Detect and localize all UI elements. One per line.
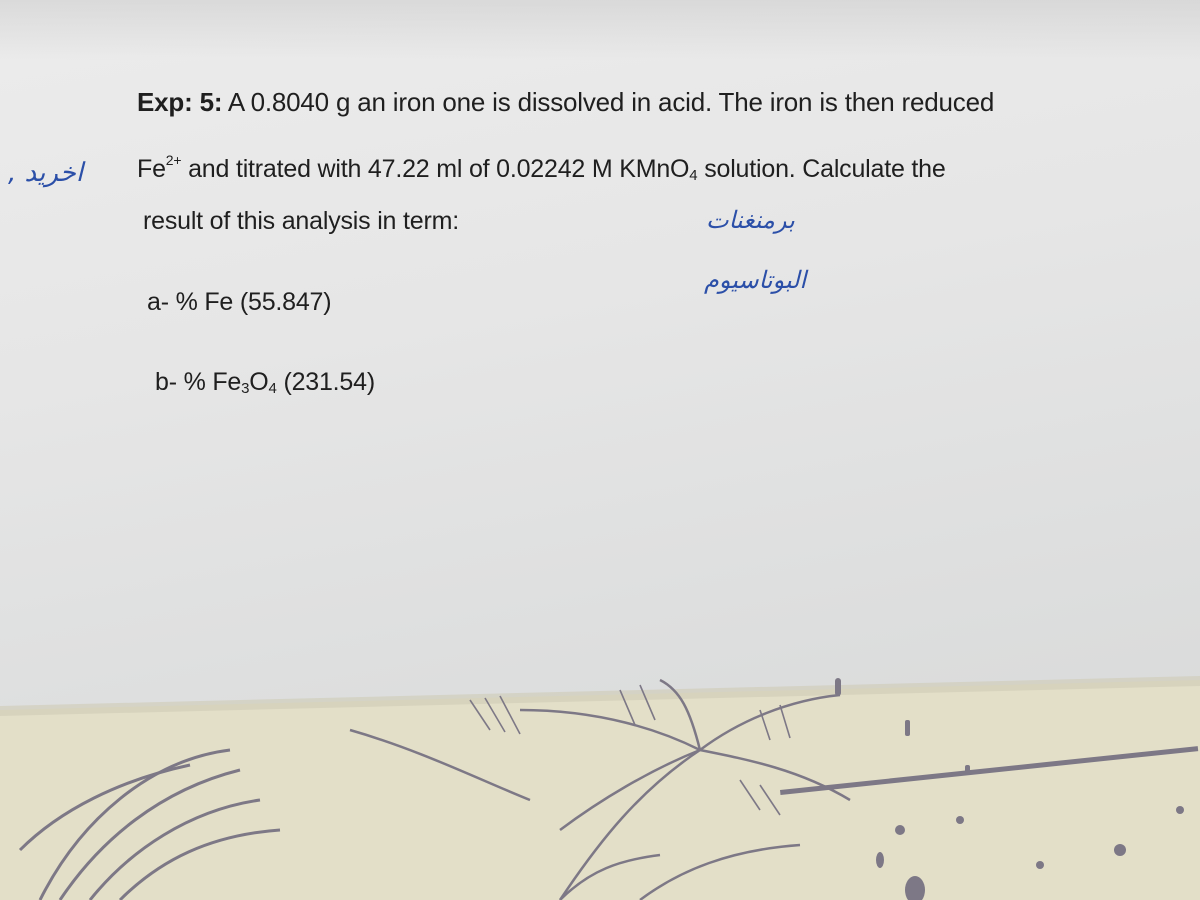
exercise-label: Exp: 5: [137,87,223,117]
tablecloth-surface [0,680,1200,900]
iron-ion-charge: 2+ [165,152,182,168]
part-a-text: a- % Fe (55.847) [147,288,332,316]
part-b-prefix: b- % Fe [155,368,242,396]
question-part-b [155,368,375,397]
part-b-oxygen: O [249,368,269,396]
part-b-suffix: (231.54) [283,368,375,396]
exercise-line-1 [137,87,994,118]
exercise-statement-2b: solution. Calculate the [704,155,946,183]
part-b-subscript-2: 4 [268,380,277,397]
exercise-statement-3: result of this analysis in term: [143,207,459,235]
exercise-line-2 [137,152,946,184]
exercise-statement-2a: and titrated with 47.22 ml of 0.02242 M KMnO [188,155,690,183]
handwritten-note-potassium: البوتاسيوم [704,266,807,294]
handwritten-note-permanganate: برمنغنات [706,206,795,234]
handwritten-note-left: اخريد , [8,158,84,188]
part-b-subscript-1: 3 [241,380,250,397]
question-part-a [147,288,331,317]
paper-shadow [0,0,1200,60]
patterned-tablecloth [0,670,1200,900]
exercise-line-3 [143,207,459,236]
exercise-statement-1: A 0.8040 g an iron one is dissolved in acid. The iron is then reduced [227,87,995,117]
permanganate-subscript: 4 [689,167,698,184]
iron-ion: Fe [137,155,166,183]
